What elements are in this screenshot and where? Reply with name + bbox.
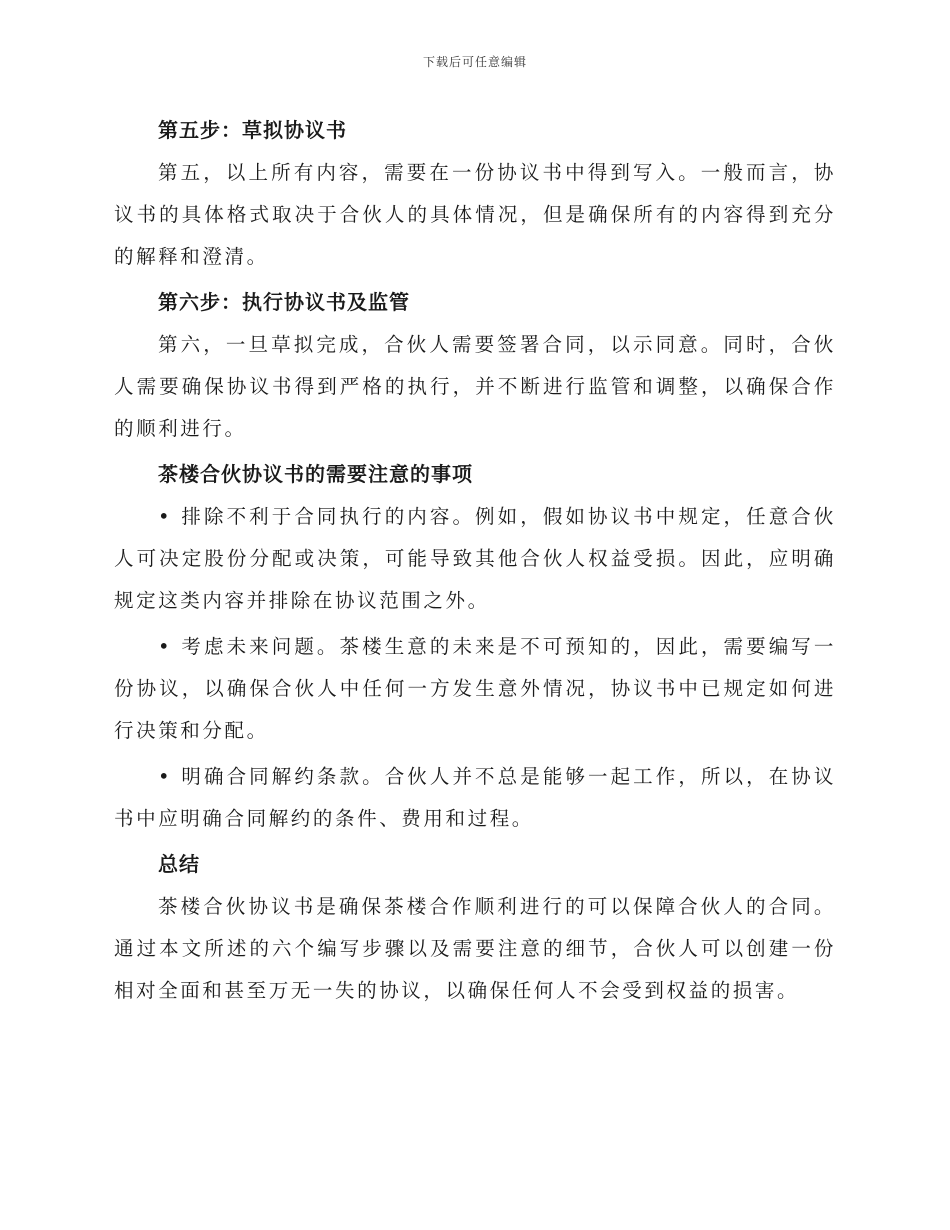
section-step-six — [114, 280, 836, 450]
bullet-paragraph: • 排除不利于合同执行的内容。例如，假如协议书中规定，任意合伙人可决定股份分配或决策，可能导致其他合伙人权益受损。因此，应明确规定这类内容并排除在协议范围之外。 — [114, 505, 836, 612]
section-heading: 茶楼合伙协议书的需要注意的事项 — [158, 462, 473, 486]
section-notes — [114, 452, 836, 840]
section-heading: 第五步：草拟协议书 — [158, 118, 347, 142]
bullet-paragraph: • 明确合同解约条款。合伙人并不总是能够一起工作，所以，在协议书中应明确合同解约的条件、费用和过程。 — [114, 765, 836, 830]
section-summary — [114, 842, 836, 1012]
section-heading: 第六步：执行协议书及监管 — [158, 290, 410, 314]
section-heading: 总结 — [158, 852, 200, 876]
page-header: 下载后可任意编辑 — [422, 55, 527, 69]
section-step-five — [114, 108, 836, 278]
bullet-paragraph: • 考虑未来问题。茶楼生意的未来是不可预知的，因此，需要编写一份协议，以确保合伙人中任何一方发生意外情况，协议书中已规定如何进行决策和分配。 — [114, 635, 836, 742]
document-body — [114, 108, 836, 1012]
paragraph: 茶楼合伙协议书是确保茶楼合作顺利进行的可以保障合伙人的合同。通过本文所述的六个编写步骤以及需要注意的细节，合伙人可以创建一份相对全面和甚至万无一失的协议，以确保任何人不会受到权益的损害。 — [114, 895, 836, 1002]
paragraph: 第六，一旦草拟完成，合伙人需要签署合同，以示同意。同时，合伙人需要确保协议书得到严格的执行，并不断进行监管和调整，以确保合作的顺利进行。 — [114, 333, 836, 440]
paragraph: 第五，以上所有内容，需要在一份协议书中得到写入。一般而言，协议书的具体格式取决于合伙人的具体情况，但是确保所有的内容得到充分的解释和澄清。 — [114, 161, 836, 268]
